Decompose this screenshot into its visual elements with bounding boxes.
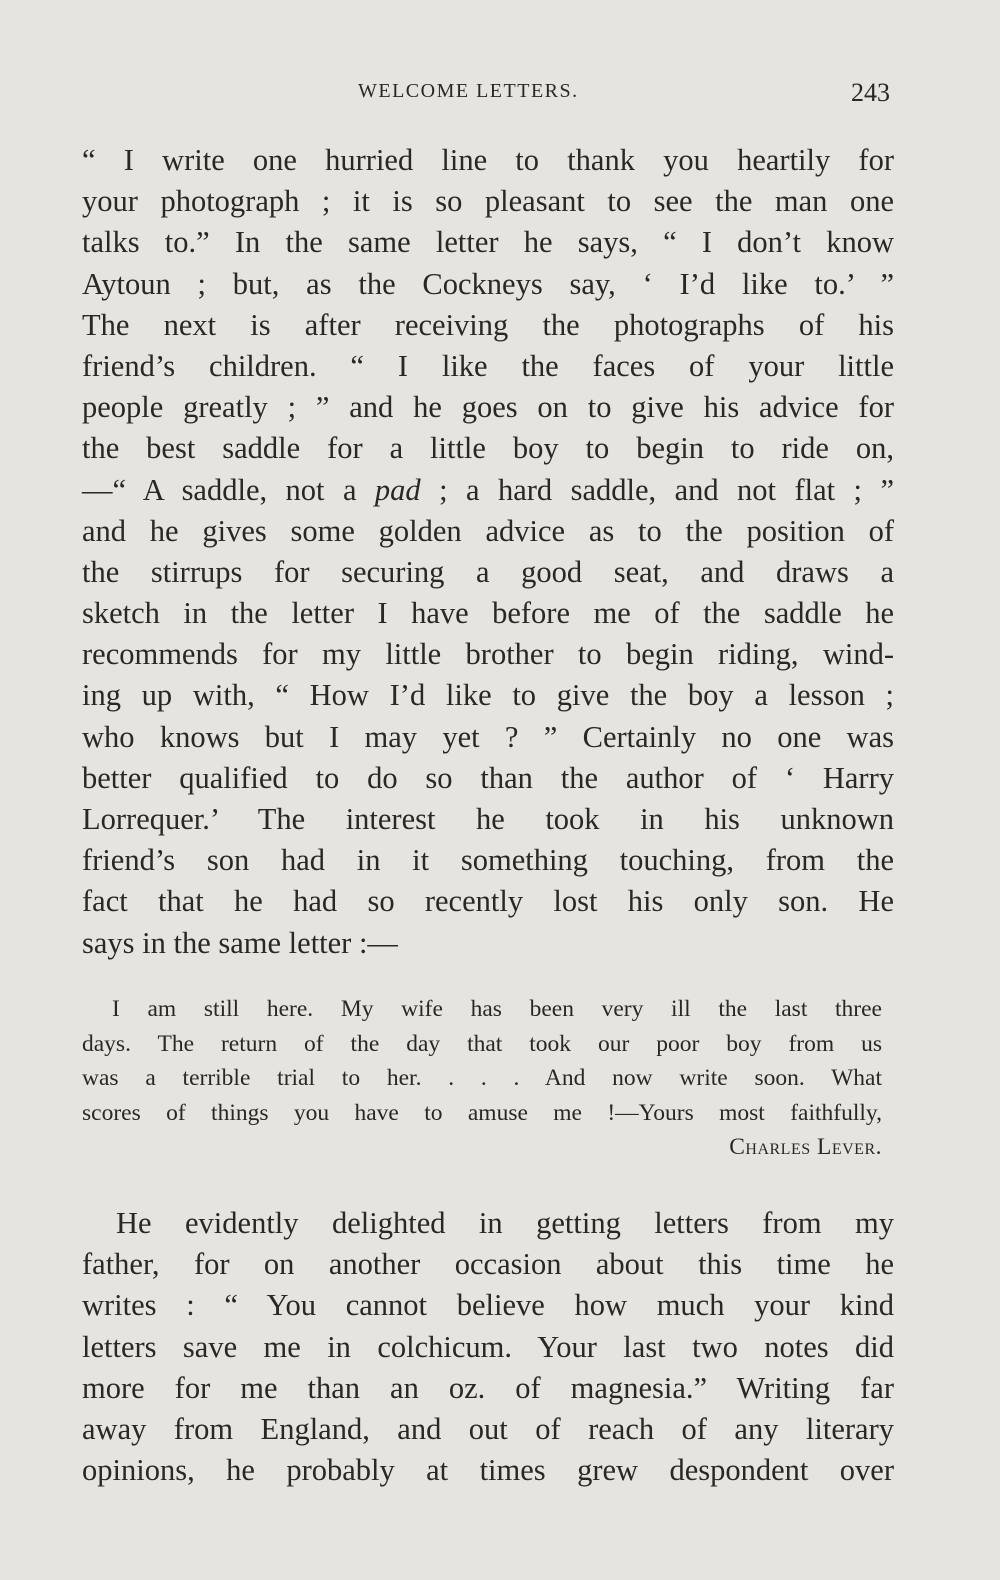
- text-line: the best saddle for a little boy to begin to ride on,: [82, 431, 894, 466]
- text-line: father, for on another occasion about this time he: [82, 1247, 894, 1282]
- quote-line: was a terrible trial to her. . . . And now write soon. What: [82, 1065, 882, 1091]
- text-line: and he gives some golden advice as to the position of: [82, 513, 894, 548]
- text-line: friend’s son had in it something touching, from the: [82, 843, 894, 878]
- text-line: writes : “ You cannot believe how much your kind: [82, 1288, 894, 1323]
- text-line: Lorrequer.’ The interest he took in his unknown: [82, 802, 894, 836]
- text-line: friend’s children. “ I like the faces of your little: [82, 348, 894, 383]
- quote-line: days. The return of the day that took our poor boy from us: [82, 1030, 882, 1057]
- text-line: your photograph ; it is so pleasant to see the man one: [82, 184, 894, 219]
- text-line: people greatly ; ” and he goes on to give his advice for: [82, 390, 894, 425]
- text-line: letters save me in colchicum. Your last two notes did: [82, 1329, 894, 1364]
- text-line: “ I write one hurried line to thank you heartily for: [82, 143, 894, 177]
- text-line: fact that he had so recently lost his only son. He: [82, 884, 894, 919]
- quote-line: scores of things you have to amuse me !—Yours most faithfully,: [82, 1099, 882, 1126]
- page-number: 243: [851, 78, 890, 107]
- text-line: recommends for my little brother to begin riding, wind-: [82, 637, 894, 672]
- signature: Charles Lever.: [729, 1134, 882, 1160]
- block-quote: [82, 992, 882, 1165]
- text-line: The next is after receiving the photographs of his: [82, 307, 894, 342]
- running-head: [0, 80, 1000, 112]
- text-line: more for me than an oz. of magnesia.” Writing far: [82, 1370, 894, 1405]
- text-line: ing up with, “ How I’d like to give the boy a lesson ;: [82, 678, 894, 713]
- text-line: who knows but I may yet ? ” Certainly no one was: [82, 719, 894, 754]
- text-line: talks to.” In the same letter he says, “ I don’t know: [82, 225, 894, 260]
- text-line: the stirrups for securing a good seat, and draws a: [82, 554, 894, 589]
- text-line: Aytoun ; but, as the Cockneys say, ‘ I’d like to.’ ”: [82, 266, 894, 301]
- text-line: He evidently delighted in getting letters from my: [116, 1206, 894, 1240]
- emphasis-pad: pad: [374, 472, 421, 507]
- text-line: —“ A saddle, not a pad ; a hard saddle, and not flat ; ”: [82, 472, 894, 507]
- quote-line: I am still here. My wife has been very ill the last three: [112, 996, 882, 1022]
- text-line: sketch in the letter I have before me of the saddle he: [82, 596, 894, 631]
- text-line: better qualified to do so than the author of ‘ Harry: [82, 760, 894, 795]
- paragraph-1: [82, 140, 894, 964]
- paragraph-2: [82, 1203, 894, 1491]
- text-line: opinions, he probably at times grew despondent over: [82, 1453, 894, 1488]
- text-line: away from England, and out of reach of any literary: [82, 1411, 894, 1446]
- running-title: WELCOME LETTERS.: [358, 80, 579, 102]
- text-line: says in the same letter :—: [82, 925, 398, 960]
